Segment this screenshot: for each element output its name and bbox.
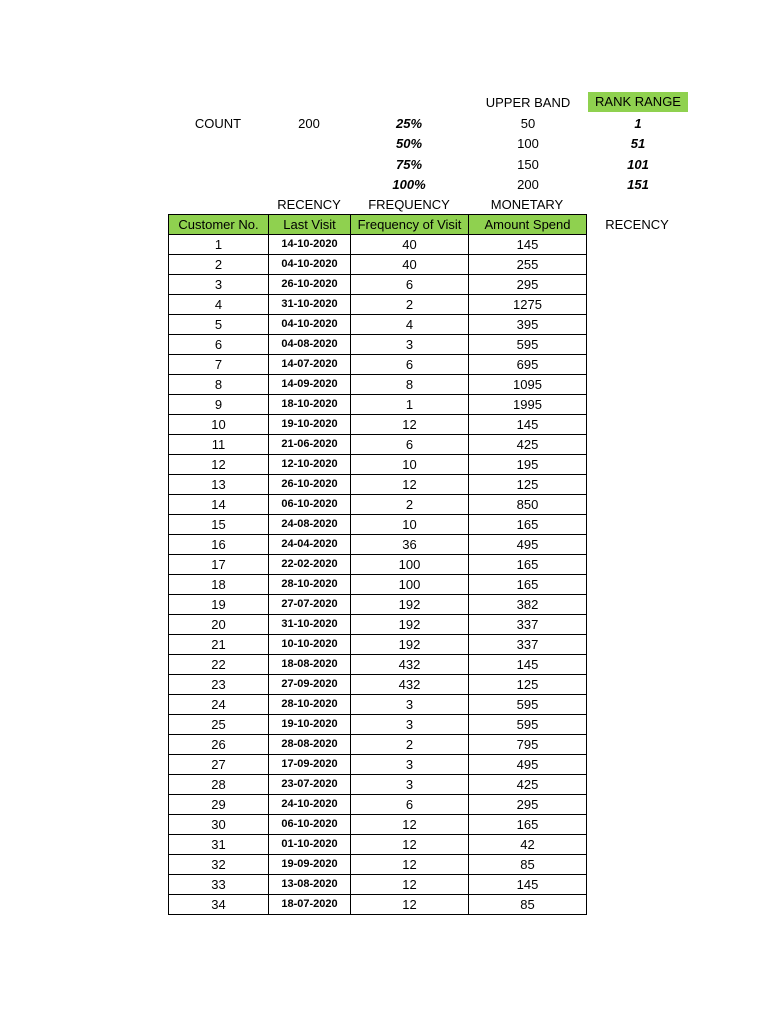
cell-customer-no: 13 [169, 475, 269, 495]
cell-frequency: 2 [351, 735, 469, 755]
cell-amount-spend: 595 [469, 695, 587, 715]
table-row [169, 755, 587, 775]
cell-customer-no: 25 [169, 715, 269, 735]
band-percent: 25% [395, 116, 423, 131]
cell-customer-no: 4 [169, 295, 269, 315]
cell-amount-spend: 595 [469, 715, 587, 735]
cell-last-visit: 27-07-2020 [269, 595, 351, 615]
cell-frequency: 12 [351, 475, 469, 495]
cell-amount-spend: 395 [469, 315, 587, 335]
cell-amount-spend: 1275 [469, 295, 587, 315]
cell-last-visit: 19-10-2020 [269, 715, 351, 735]
cell-frequency: 10 [351, 515, 469, 535]
cell-frequency: 12 [351, 895, 469, 915]
cell-customer-no: 8 [169, 375, 269, 395]
table-row [169, 455, 587, 475]
cell-last-visit: 19-10-2020 [269, 415, 351, 435]
cell-customer-no: 11 [169, 435, 269, 455]
table-row [169, 555, 587, 575]
cell-amount-spend: 42 [469, 835, 587, 855]
band-percent: 75% [395, 156, 423, 172]
cell-amount-spend: 145 [469, 875, 587, 895]
cell-customer-no: 7 [169, 355, 269, 375]
cell-amount-spend: 1095 [469, 375, 587, 395]
cell-last-visit: 28-08-2020 [269, 735, 351, 755]
monetary-group-label: MONETARY [490, 197, 564, 212]
cell-last-visit: 12-10-2020 [269, 455, 351, 475]
cell-customer-no: 27 [169, 755, 269, 775]
table-row [169, 435, 587, 455]
cell-customer-no: 22 [169, 655, 269, 675]
cell-amount-spend: 85 [469, 895, 587, 915]
cell-amount-spend: 125 [469, 675, 587, 695]
cell-last-visit: 24-08-2020 [269, 515, 351, 535]
cell-customer-no: 10 [169, 415, 269, 435]
rank-range-label: RANK RANGE [588, 92, 688, 112]
cell-customer-no: 19 [169, 595, 269, 615]
cell-frequency: 12 [351, 875, 469, 895]
cell-last-visit: 31-10-2020 [269, 295, 351, 315]
table-row [169, 675, 587, 695]
cell-last-visit: 28-10-2020 [269, 695, 351, 715]
cell-amount-spend: 85 [469, 855, 587, 875]
cell-frequency: 3 [351, 335, 469, 355]
header-frequency: Frequency of Visit [351, 215, 469, 235]
cell-last-visit: 01-10-2020 [269, 835, 351, 855]
cell-amount-spend: 165 [469, 515, 587, 535]
cell-amount-spend: 795 [469, 735, 587, 755]
cell-frequency: 192 [351, 615, 469, 635]
cell-last-visit: 31-10-2020 [269, 615, 351, 635]
band-upper: 100 [517, 136, 539, 152]
table-row [169, 235, 587, 255]
cell-amount-spend: 495 [469, 535, 587, 555]
cell-last-visit: 17-09-2020 [269, 755, 351, 775]
count-label: COUNT [194, 116, 242, 131]
cell-frequency: 12 [351, 415, 469, 435]
cell-amount-spend: 255 [469, 255, 587, 275]
band-rank: 151 [627, 176, 649, 192]
cell-frequency: 100 [351, 575, 469, 595]
cell-customer-no: 29 [169, 795, 269, 815]
cell-last-visit: 06-10-2020 [269, 815, 351, 835]
cell-frequency: 100 [351, 555, 469, 575]
cell-customer-no: 15 [169, 515, 269, 535]
cell-customer-no: 23 [169, 675, 269, 695]
cell-frequency: 12 [351, 855, 469, 875]
cell-customer-no: 17 [169, 555, 269, 575]
cell-last-visit: 04-10-2020 [269, 315, 351, 335]
cell-customer-no: 31 [169, 835, 269, 855]
cell-last-visit: 21-06-2020 [269, 435, 351, 455]
table-row [169, 855, 587, 875]
cell-amount-spend: 382 [469, 595, 587, 615]
cell-frequency: 3 [351, 775, 469, 795]
cell-last-visit: 10-10-2020 [269, 635, 351, 655]
table-row [169, 655, 587, 675]
cell-last-visit: 18-07-2020 [269, 895, 351, 915]
cell-customer-no: 30 [169, 815, 269, 835]
cell-last-visit: 24-04-2020 [269, 535, 351, 555]
table-row [169, 635, 587, 655]
cell-customer-no: 26 [169, 735, 269, 755]
cell-amount-spend: 337 [469, 635, 587, 655]
cell-amount-spend: 145 [469, 415, 587, 435]
cell-customer-no: 3 [169, 275, 269, 295]
cell-customer-no: 18 [169, 575, 269, 595]
cell-last-visit: 14-07-2020 [269, 355, 351, 375]
frequency-group-label: FREQUENCY [368, 197, 450, 212]
table-row [169, 395, 587, 415]
cell-amount-spend: 195 [469, 455, 587, 475]
table-row [169, 715, 587, 735]
band-percent: 50% [395, 136, 423, 152]
cell-amount-spend: 295 [469, 275, 587, 295]
cell-amount-spend: 495 [469, 755, 587, 775]
cell-amount-spend: 595 [469, 335, 587, 355]
count-value: 200 [298, 116, 320, 131]
cell-amount-spend: 425 [469, 775, 587, 795]
cell-frequency: 3 [351, 715, 469, 735]
cell-last-visit: 23-07-2020 [269, 775, 351, 795]
cell-frequency: 6 [351, 435, 469, 455]
table-row [169, 875, 587, 895]
cell-customer-no: 14 [169, 495, 269, 515]
cell-last-visit: 18-10-2020 [269, 395, 351, 415]
band-upper: 50 [520, 116, 536, 131]
cell-frequency: 3 [351, 695, 469, 715]
cell-customer-no: 5 [169, 315, 269, 335]
table-row [169, 475, 587, 495]
cell-last-visit: 14-09-2020 [269, 375, 351, 395]
table-row [169, 415, 587, 435]
cell-frequency: 40 [351, 235, 469, 255]
cell-amount-spend: 145 [469, 235, 587, 255]
customer-table [168, 214, 587, 915]
table-row [169, 735, 587, 755]
cell-customer-no: 33 [169, 875, 269, 895]
upper-band-label: UPPER BAND [485, 95, 571, 110]
cell-frequency: 192 [351, 635, 469, 655]
cell-last-visit: 19-09-2020 [269, 855, 351, 875]
cell-amount-spend: 295 [469, 795, 587, 815]
header-customer-no: Customer No. [169, 215, 269, 235]
table-row [169, 355, 587, 375]
cell-customer-no: 32 [169, 855, 269, 875]
cell-amount-spend: 1995 [469, 395, 587, 415]
cell-amount-spend: 145 [469, 655, 587, 675]
cell-customer-no: 9 [169, 395, 269, 415]
cell-last-visit: 26-10-2020 [269, 475, 351, 495]
table-row [169, 495, 587, 515]
table-row [169, 295, 587, 315]
cell-customer-no: 6 [169, 335, 269, 355]
table-row [169, 695, 587, 715]
table-header-row [169, 215, 587, 235]
table-row [169, 275, 587, 295]
cell-frequency: 40 [351, 255, 469, 275]
side-recency-label: RECENCY [605, 217, 669, 232]
cell-customer-no: 1 [169, 235, 269, 255]
table-row [169, 895, 587, 915]
cell-frequency: 432 [351, 655, 469, 675]
cell-frequency: 432 [351, 675, 469, 695]
cell-customer-no: 20 [169, 615, 269, 635]
table-row [169, 795, 587, 815]
cell-amount-spend: 165 [469, 555, 587, 575]
table-row [169, 575, 587, 595]
cell-frequency: 12 [351, 835, 469, 855]
cell-customer-no: 12 [169, 455, 269, 475]
cell-last-visit: 28-10-2020 [269, 575, 351, 595]
table-row [169, 815, 587, 835]
cell-frequency: 1 [351, 395, 469, 415]
cell-last-visit: 24-10-2020 [269, 795, 351, 815]
cell-last-visit: 04-08-2020 [269, 335, 351, 355]
cell-customer-no: 21 [169, 635, 269, 655]
cell-amount-spend: 165 [469, 575, 587, 595]
cell-amount-spend: 850 [469, 495, 587, 515]
cell-frequency: 3 [351, 755, 469, 775]
cell-customer-no: 16 [169, 535, 269, 555]
header-last-visit: Last Visit [269, 215, 351, 235]
cell-last-visit: 26-10-2020 [269, 275, 351, 295]
cell-amount-spend: 337 [469, 615, 587, 635]
table-row [169, 515, 587, 535]
cell-last-visit: 06-10-2020 [269, 495, 351, 515]
cell-last-visit: 22-02-2020 [269, 555, 351, 575]
table-row [169, 255, 587, 275]
band-rank: 1 [634, 116, 642, 131]
band-upper: 200 [517, 176, 539, 192]
cell-customer-no: 34 [169, 895, 269, 915]
table-row [169, 615, 587, 635]
cell-frequency: 4 [351, 315, 469, 335]
cell-frequency: 8 [351, 375, 469, 395]
band-rank: 51 [630, 136, 646, 152]
cell-last-visit: 14-10-2020 [269, 235, 351, 255]
band-percent: 100% [392, 176, 426, 192]
cell-amount-spend: 695 [469, 355, 587, 375]
cell-frequency: 36 [351, 535, 469, 555]
table-row [169, 595, 587, 615]
cell-last-visit: 04-10-2020 [269, 255, 351, 275]
cell-amount-spend: 165 [469, 815, 587, 835]
table-row [169, 835, 587, 855]
table-row [169, 315, 587, 335]
cell-last-visit: 27-09-2020 [269, 675, 351, 695]
table-body [169, 235, 587, 915]
table-row [169, 775, 587, 795]
cell-frequency: 192 [351, 595, 469, 615]
cell-last-visit: 18-08-2020 [269, 655, 351, 675]
cell-amount-spend: 425 [469, 435, 587, 455]
recency-group-label: RECENCY [277, 197, 341, 212]
table-row [169, 375, 587, 395]
cell-customer-no: 28 [169, 775, 269, 795]
cell-frequency: 6 [351, 795, 469, 815]
table-row [169, 535, 587, 555]
cell-frequency: 12 [351, 815, 469, 835]
cell-frequency: 2 [351, 495, 469, 515]
cell-frequency: 2 [351, 295, 469, 315]
cell-frequency: 6 [351, 275, 469, 295]
cell-customer-no: 24 [169, 695, 269, 715]
band-upper: 150 [517, 156, 539, 172]
table-row [169, 335, 587, 355]
header-amount-spend: Amount Spend [469, 215, 587, 235]
cell-frequency: 10 [351, 455, 469, 475]
band-rank: 101 [627, 156, 649, 172]
cell-last-visit: 13-08-2020 [269, 875, 351, 895]
cell-frequency: 6 [351, 355, 469, 375]
cell-customer-no: 2 [169, 255, 269, 275]
cell-amount-spend: 125 [469, 475, 587, 495]
